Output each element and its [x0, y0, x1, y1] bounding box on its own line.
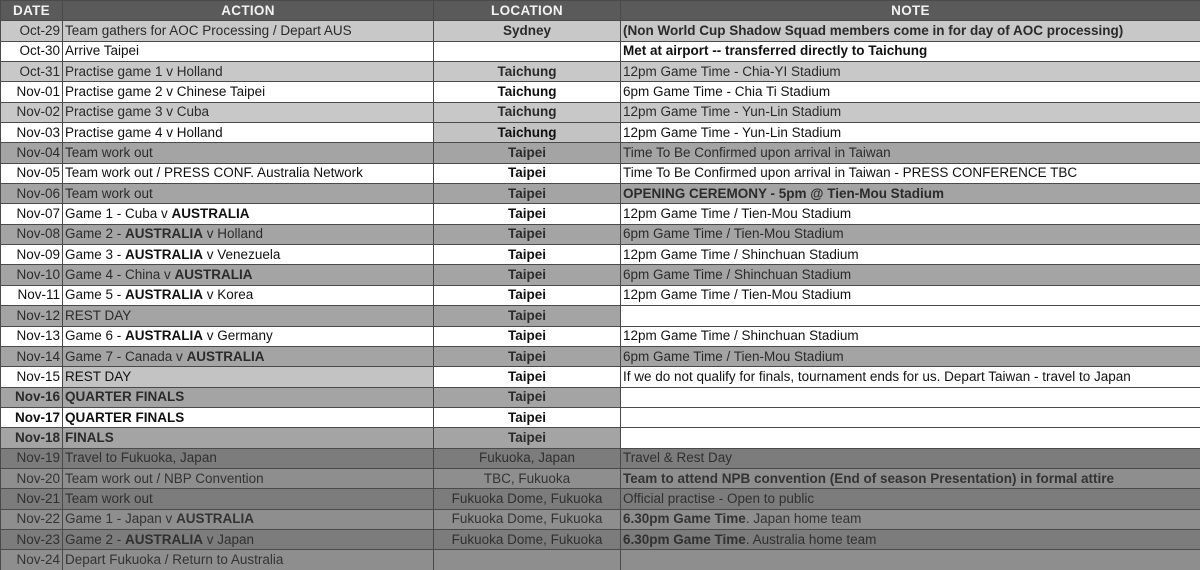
note-cell: 6pm Game Time / Tien-Mou Stadium	[621, 224, 1200, 244]
location-cell: Taipei	[434, 184, 621, 204]
action-text: v Venezuela	[203, 246, 281, 262]
table-row	[1, 143, 1200, 163]
date-cell: Nov-03	[1, 123, 63, 143]
note-cell	[621, 387, 1200, 407]
note-cell: 12pm Game Time / Shinchuan Stadium	[621, 326, 1200, 346]
location-cell: Taichung	[434, 102, 621, 122]
location-cell	[434, 41, 621, 61]
action-cell: Practise game 1 v Holland	[63, 62, 434, 82]
table-row	[1, 204, 1200, 224]
location-cell: Taipei	[434, 428, 621, 448]
location-cell: Fukuoka Dome, Fukuoka	[434, 509, 621, 529]
action-text: Game 1 - Cuba v	[65, 206, 172, 222]
action-cell: QUARTER FINALS	[63, 387, 434, 407]
action-cell: Team work out	[63, 143, 434, 163]
action-cell: Team work out / PRESS CONF. Australia Network	[63, 163, 434, 183]
note-cell: Met at airport -- transferred directly to Taichung	[621, 41, 1200, 61]
action-cell	[63, 509, 434, 529]
date-cell: Nov-18	[1, 428, 63, 448]
location-cell: Taipei	[434, 346, 621, 366]
table-row	[1, 123, 1200, 143]
date-cell: Nov-16	[1, 387, 63, 407]
note-cell: OPENING CEREMONY - 5pm @ Tien-Mou Stadium	[621, 184, 1200, 204]
note-cell	[621, 428, 1200, 448]
date-cell: Nov-20	[1, 468, 63, 488]
date-cell: Nov-09	[1, 245, 63, 265]
action-text: v Korea	[203, 287, 254, 303]
team-name: AUSTRALIA	[125, 531, 204, 547]
date-cell: Nov-01	[1, 82, 63, 102]
team-name: AUSTRALIA	[125, 246, 204, 262]
table-row	[1, 224, 1200, 244]
table-row	[1, 448, 1200, 468]
table-row	[1, 326, 1200, 346]
action-cell: Team gathers for AOC Processing / Depart AUS	[63, 21, 434, 41]
date-cell: Nov-02	[1, 102, 63, 122]
date-cell: Nov-23	[1, 529, 63, 549]
table-row	[1, 509, 1200, 529]
location-cell: Taipei	[434, 245, 621, 265]
date-cell: Nov-06	[1, 184, 63, 204]
date-cell: Nov-12	[1, 306, 63, 326]
table-row	[1, 41, 1200, 61]
action-cell	[63, 326, 434, 346]
action-cell: FINALS	[63, 428, 434, 448]
note-text: . Japan home team	[745, 511, 862, 527]
action-text: Game 1 - Japan v	[65, 511, 177, 527]
team-name: AUSTRALIA	[125, 287, 204, 303]
action-cell: Travel to Fukuoka, Japan	[63, 448, 434, 468]
date-cell: Nov-13	[1, 326, 63, 346]
table-row	[1, 21, 1200, 41]
table-row	[1, 163, 1200, 183]
location-cell: Taipei	[434, 143, 621, 163]
note-cell: (Non World Cup Shadow Squad members come in for day of AOC processing)	[621, 21, 1200, 41]
note-cell: 12pm Game Time / Shinchuan Stadium	[621, 245, 1200, 265]
note-cell: If we do not qualify for finals, tournament ends for us. Depart Taiwan - travel to Japan	[621, 367, 1200, 387]
note-cell: Official practise - Open to public	[621, 489, 1200, 509]
action-cell	[63, 529, 434, 549]
note-cell: 6pm Game Time / Shinchuan Stadium	[621, 265, 1200, 285]
table-row	[1, 407, 1200, 427]
action-cell: Practise game 2 v Chinese Taipei	[63, 82, 434, 102]
game-time: 6.30pm Game Time	[623, 531, 746, 547]
location-cell: Taipei	[434, 204, 621, 224]
date-cell: Nov-05	[1, 163, 63, 183]
action-cell	[63, 346, 434, 366]
date-cell: Nov-15	[1, 367, 63, 387]
location-cell: Taipei	[434, 306, 621, 326]
action-cell: Team work out / NBP Convention	[63, 468, 434, 488]
action-text: Game 7 - Canada v	[65, 348, 187, 364]
note-text: . Australia home team	[745, 531, 877, 547]
table-row	[1, 62, 1200, 82]
location-cell: Sydney	[434, 21, 621, 41]
location-cell: Taichung	[434, 62, 621, 82]
location-cell: Taipei	[434, 407, 621, 427]
date-cell: Nov-04	[1, 143, 63, 163]
note-cell: 12pm Game Time - Yun-Lin Stadium	[621, 102, 1200, 122]
date-cell: Nov-08	[1, 224, 63, 244]
game-time: 6.30pm Game Time	[623, 511, 746, 527]
date-cell: Oct-31	[1, 62, 63, 82]
date-cell: Nov-21	[1, 489, 63, 509]
date-cell: Nov-14	[1, 346, 63, 366]
action-text: v Holland	[203, 226, 264, 242]
table-row	[1, 265, 1200, 285]
date-cell: Nov-24	[1, 550, 63, 570]
location-cell: Fukuoka, Japan	[434, 448, 621, 468]
date-cell: Nov-07	[1, 204, 63, 224]
location-cell: Taipei	[434, 224, 621, 244]
action-text: Game 6 -	[65, 328, 126, 344]
header-action: ACTION	[63, 1, 434, 21]
table-row	[1, 468, 1200, 488]
action-cell: Depart Fukuoka / Return to Australia	[63, 550, 434, 570]
location-cell: Taipei	[434, 265, 621, 285]
note-cell: 12pm Game Time / Tien-Mou Stadium	[621, 285, 1200, 305]
location-cell: Taipei	[434, 326, 621, 346]
action-text: Game 2 -	[65, 226, 126, 242]
action-cell: Team work out	[63, 184, 434, 204]
header-note: NOTE	[621, 1, 1200, 21]
location-cell: Fukuoka Dome, Fukuoka	[434, 529, 621, 549]
action-cell	[63, 204, 434, 224]
note-cell: 12pm Game Time - Yun-Lin Stadium	[621, 123, 1200, 143]
location-cell: Taipei	[434, 367, 621, 387]
header-row	[1, 1, 1200, 21]
table-row	[1, 428, 1200, 448]
note-cell: Time To Be Confirmed upon arrival in Taiwan	[621, 143, 1200, 163]
table-row	[1, 529, 1200, 549]
action-cell: Arrive Taipei	[63, 41, 434, 61]
note-cell: 12pm Game Time / Tien-Mou Stadium	[621, 204, 1200, 224]
action-text: Game 4 - China v	[65, 267, 175, 283]
team-name: AUSTRALIA	[125, 328, 204, 344]
action-cell: QUARTER FINALS	[63, 407, 434, 427]
location-cell: Taipei	[434, 163, 621, 183]
location-cell: Fukuoka Dome, Fukuoka	[434, 489, 621, 509]
location-cell: Taipei	[434, 387, 621, 407]
table-row	[1, 346, 1200, 366]
action-text: v Germany	[203, 328, 273, 344]
date-cell: Nov-17	[1, 407, 63, 427]
table-row	[1, 489, 1200, 509]
location-cell: Taipei	[434, 285, 621, 305]
action-cell	[63, 285, 434, 305]
note-cell	[621, 529, 1200, 549]
date-cell: Oct-30	[1, 41, 63, 61]
date-cell: Nov-22	[1, 509, 63, 529]
date-cell: Oct-29	[1, 21, 63, 41]
note-cell	[621, 509, 1200, 529]
table-row	[1, 102, 1200, 122]
header-date: DATE	[1, 1, 63, 21]
table-row	[1, 387, 1200, 407]
action-cell: REST DAY	[63, 367, 434, 387]
note-cell	[621, 550, 1200, 570]
note-cell	[621, 407, 1200, 427]
table-row	[1, 285, 1200, 305]
action-text: Game 3 -	[65, 246, 126, 262]
table-row	[1, 367, 1200, 387]
action-cell	[63, 245, 434, 265]
location-cell: Taichung	[434, 82, 621, 102]
action-text: Game 5 -	[65, 287, 126, 303]
date-cell: Nov-10	[1, 265, 63, 285]
location-cell: Taichung	[434, 123, 621, 143]
note-cell	[621, 306, 1200, 326]
location-cell	[434, 550, 621, 570]
action-cell: REST DAY	[63, 306, 434, 326]
table-row	[1, 306, 1200, 326]
table-row	[1, 550, 1200, 570]
action-cell	[63, 265, 434, 285]
date-cell: Nov-11	[1, 285, 63, 305]
location-cell: TBC, Fukuoka	[434, 468, 621, 488]
action-text: v Japan	[203, 531, 255, 547]
action-cell: Practise game 4 v Holland	[63, 123, 434, 143]
team-name: AUSTRALIA	[171, 206, 250, 222]
table-row	[1, 184, 1200, 204]
table-row	[1, 82, 1200, 102]
note-cell: 6pm Game Time - Chia Ti Stadium	[621, 82, 1200, 102]
team-name: AUSTRALIA	[186, 348, 265, 364]
table-row	[1, 245, 1200, 265]
action-cell	[63, 224, 434, 244]
note-cell: 6pm Game Time / Tien-Mou Stadium	[621, 346, 1200, 366]
team-name: AUSTRALIA	[125, 226, 204, 242]
action-text: Game 2 -	[65, 531, 126, 547]
note-cell: 12pm Game Time - Chia-YI Stadium	[621, 62, 1200, 82]
team-name: AUSTRALIA	[174, 267, 253, 283]
date-cell: Nov-19	[1, 448, 63, 468]
header-location: LOCATION	[434, 1, 621, 21]
action-cell: Team work out	[63, 489, 434, 509]
note-cell: Time To Be Confirmed upon arrival in Taiwan - PRESS CONFERENCE TBC	[621, 163, 1200, 183]
note-cell: Team to attend NPB convention (End of season Presentation) in formal attire	[621, 468, 1200, 488]
action-cell: Practise game 3 v Cuba	[63, 102, 434, 122]
team-name: AUSTRALIA	[176, 511, 255, 527]
note-cell: Travel & Rest Day	[621, 448, 1200, 468]
